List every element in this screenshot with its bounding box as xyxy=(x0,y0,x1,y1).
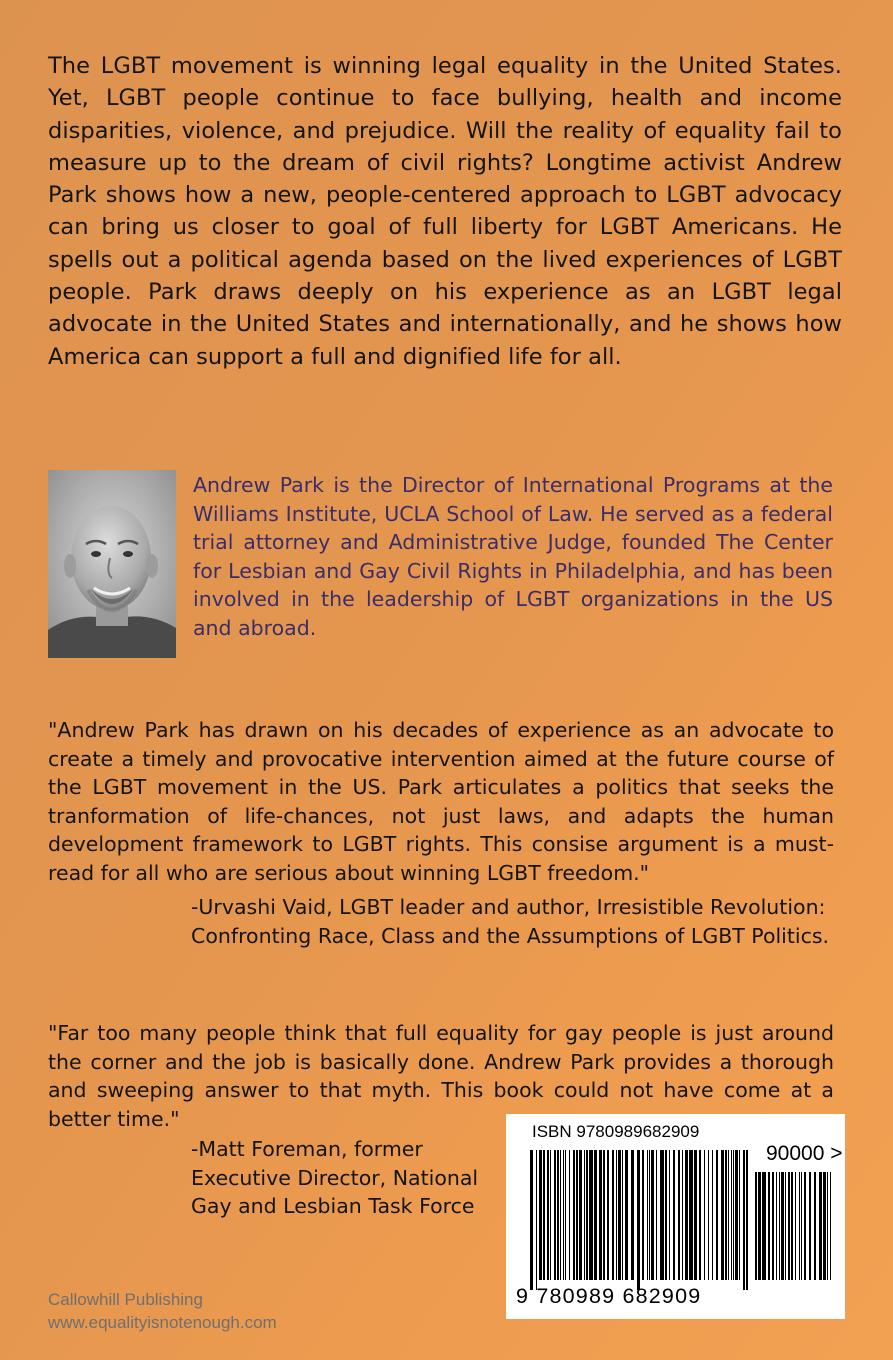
barcode-bar xyxy=(731,1150,732,1280)
barcode-bar xyxy=(616,1150,617,1280)
barcode-bar xyxy=(618,1150,621,1280)
barcode-bar xyxy=(569,1150,570,1280)
barcode-bar xyxy=(739,1150,740,1280)
barcode-bar xyxy=(539,1150,542,1280)
barcode-bar xyxy=(642,1150,644,1280)
barcode-bar xyxy=(781,1172,784,1280)
barcode-bar xyxy=(791,1172,793,1280)
addon-barcode-bars xyxy=(755,1172,835,1290)
endorsement-attribution: -Matt Foreman, former Executive Director, National Gay and Lesbian Task Force xyxy=(191,1137,479,1219)
barcode-bar xyxy=(625,1150,628,1280)
barcode-bar xyxy=(649,1150,650,1280)
barcode-bar xyxy=(827,1172,828,1280)
barcode-bar xyxy=(660,1150,664,1280)
barcode-bar xyxy=(776,1172,777,1280)
barcode-bar xyxy=(560,1150,561,1280)
barcode-bar xyxy=(607,1150,609,1280)
barcode-bar xyxy=(612,1150,614,1280)
barcode-bar xyxy=(758,1172,761,1280)
barcode-bar xyxy=(795,1172,796,1280)
barcode-bar xyxy=(799,1172,800,1280)
barcode-bar xyxy=(823,1172,826,1280)
endorsement-quote: "Andrew Park has drawn on his decades of experience as an advocate to create a timely and provocative intervention aimed at the future course of the LGBT movement in the US. Park articulates a politics that seeks the tranformation of life-chances, not just laws, and adapts the human development framework to LGBT rights. This consise argument is a must-read for all who are serious about winning LGBT freedom." xyxy=(48,718,834,885)
barcode-bar xyxy=(579,1150,582,1280)
barcode-bar xyxy=(801,1172,802,1280)
barcode-bar xyxy=(576,1150,578,1280)
barcode-bar xyxy=(819,1172,822,1280)
barcode-bar xyxy=(762,1172,766,1280)
barcode-bars xyxy=(530,1150,752,1290)
barcode-bar xyxy=(735,1150,738,1280)
barcode-bar xyxy=(637,1150,640,1290)
book-blurb: The LGBT movement is winning legal equality in the United States. Yet, LGBT people continue to face bullying, health and income disparities, violence, and prejudice. Will the reality of equality fail to measure up to the dream of civil rights? Longtime activist Andrew Park shows how a new, people-centered approach to LGBT advocacy can bring us closer to goal of full liberty for LGBT Americans. He spells out a political agenda based on the lived experiences of LGBT people. Park draws deeply on his experience as an LGBT legal advocate in the United States and internationally, and he shows how America can support a full and dignified life for all. xyxy=(48,53,842,370)
publisher-name: Callowhill Publishing xyxy=(48,1290,203,1309)
barcode-bar xyxy=(689,1150,693,1280)
barcode-bar xyxy=(530,1150,533,1290)
barcode-bar xyxy=(814,1172,816,1280)
barcode-bar xyxy=(712,1150,713,1280)
website-url: www.equalityisnotenough.com xyxy=(48,1313,277,1332)
barcode-bar xyxy=(785,1172,786,1280)
barcode-bar xyxy=(589,1150,593,1280)
barcode-bar xyxy=(651,1150,654,1280)
barcode-bar xyxy=(694,1150,697,1280)
barcode-bar xyxy=(755,1172,757,1280)
barcode-bar xyxy=(716,1150,718,1280)
barcode-bar xyxy=(565,1150,566,1280)
barcode-bar xyxy=(704,1150,705,1280)
barcode-bar xyxy=(728,1150,729,1280)
endorsement-quote: "Far too many people think that full equality for gay people is just around the corner and the job is basically done. Andrew Park provides a thorough and sweeping answer to that myth. This book could not have come at a better time." xyxy=(48,1021,834,1131)
barcode-bar xyxy=(573,1150,575,1280)
barcode-bar xyxy=(543,1150,545,1280)
barcode-bar xyxy=(622,1150,623,1280)
endorsement-attribution: -Urvashi Vaid, LGBT leader and author, Irresistible Revolution: Confronting Race, Class and the Assumptions of LGBT Politics. xyxy=(191,895,830,948)
barcode-bar xyxy=(603,1150,605,1280)
barcode-bar xyxy=(699,1150,701,1280)
barcode-bar xyxy=(656,1150,657,1280)
barcode-bar xyxy=(725,1150,727,1280)
barcode-bar xyxy=(685,1150,688,1280)
barcode-bar xyxy=(743,1150,745,1290)
barcode-bar xyxy=(631,1150,634,1280)
barcode-bar xyxy=(647,1150,648,1280)
barcode-bar xyxy=(809,1172,811,1280)
barcode-bar xyxy=(547,1150,549,1280)
barcode-bar xyxy=(804,1172,806,1280)
barcode-digits: 9 780989 682909 xyxy=(516,1284,702,1308)
barcode-bar xyxy=(584,1150,585,1280)
barcode-bar xyxy=(669,1150,670,1280)
barcode-bar xyxy=(563,1150,564,1280)
barcode-bar xyxy=(536,1150,537,1290)
barcode-bar xyxy=(557,1150,559,1280)
barcode-bar xyxy=(779,1172,780,1280)
barcode-bar xyxy=(733,1150,734,1280)
barcode-bar xyxy=(550,1150,551,1280)
barcode-bar xyxy=(599,1150,602,1280)
barcode-bar xyxy=(673,1150,675,1280)
barcode-bar xyxy=(554,1150,556,1280)
barcode-bar xyxy=(678,1150,680,1280)
barcode-bar xyxy=(788,1172,790,1280)
barcode-bar xyxy=(682,1150,683,1280)
barcode-bar xyxy=(708,1150,709,1280)
barcode-bar xyxy=(586,1150,588,1280)
barcode-bar xyxy=(594,1150,597,1280)
isbn-barcode xyxy=(506,1114,845,1319)
barcode-bar xyxy=(830,1172,831,1280)
barcode-bar xyxy=(665,1150,667,1280)
price-code: 90000 > xyxy=(766,1142,843,1165)
barcode-bar xyxy=(768,1172,770,1280)
isbn-label: ISBN 9780989682909 xyxy=(532,1122,700,1141)
barcode-bar xyxy=(746,1150,748,1290)
author-photo xyxy=(48,470,176,658)
barcode-bar xyxy=(772,1172,774,1280)
barcode-bar xyxy=(721,1150,724,1280)
author-bio: Andrew Park is the Director of International Programs at the Williams Institute, UCLA School of Law. He served as a federal trial attorney and Administrative Judge, founded The Center for Lesbian and Gay Civil Rights in Philadelphia, and has been involved in the leadership of LGBT organizations in the US and abroad. xyxy=(193,473,833,640)
